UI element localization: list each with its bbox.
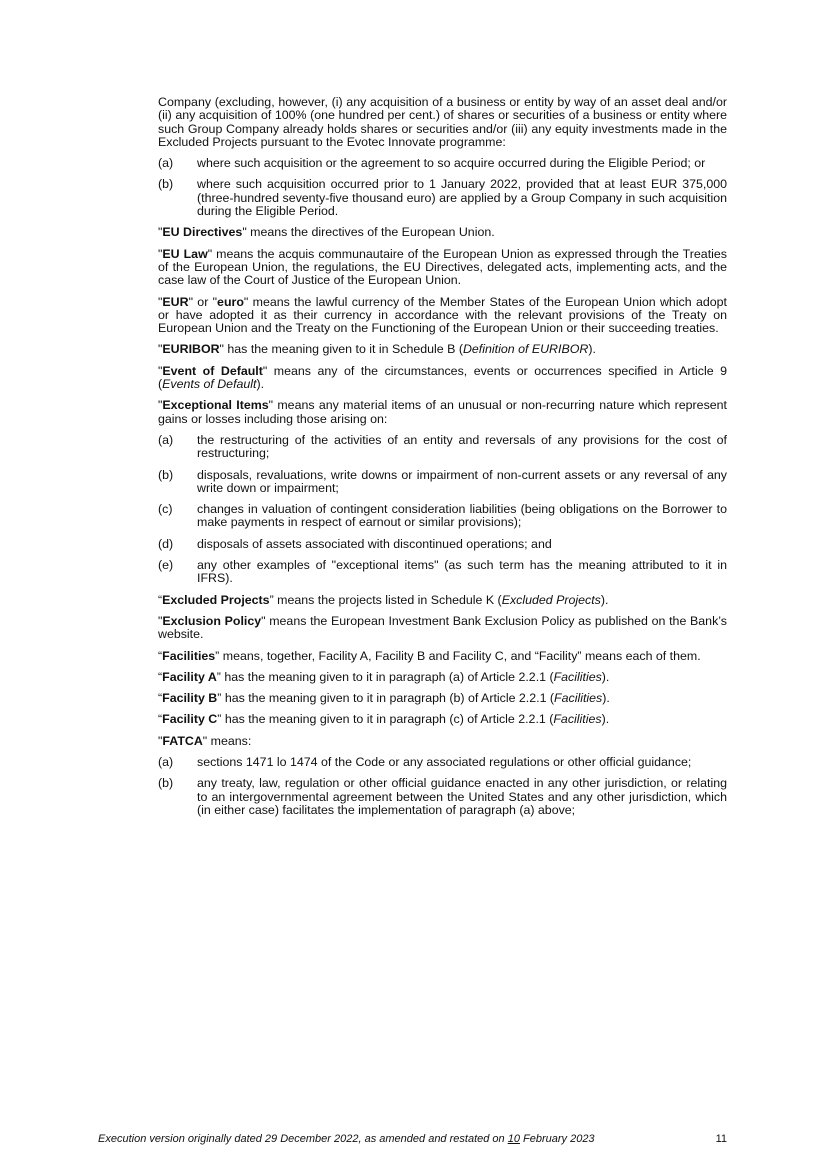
- item-text: disposals, revaluations, write downs or impairment of non-current assets or any reversal of any write down or impairment;: [197, 467, 727, 495]
- definition-eu-law: "EU Law" means the acquis communautaire of the European Union as expressed through the Treaties of the European Union, the regulations, the EU Directives, delegated acts, implementing acts, and the case law of the Court of Justice of the European Union.: [158, 246, 727, 288]
- definition-facility-b: “Facility B” has the meaning given to it in paragraph (b) of Article 2.2.1 (Facilities).: [158, 691, 610, 706]
- cross-reference: Definition of EURIBOR: [462, 342, 589, 357]
- item-label: (a): [158, 432, 174, 447]
- list-item: [158, 777, 727, 817]
- list-item: [158, 503, 727, 530]
- list-item: [158, 538, 727, 551]
- list-item: [158, 178, 727, 218]
- list-item: [158, 157, 727, 170]
- item-text: where such acquisition occurred prior to 1 January 2022, provided that at least EUR 375,000 (three-hundred seventy-five thousand euro) are applied by a Group Company in such acquisition during the Eligible Period.: [197, 177, 727, 219]
- cross-reference: Facilities: [554, 691, 603, 706]
- defined-term: Exclusion Policy: [162, 613, 262, 628]
- definition-exclusion-policy: "Exclusion Policy" means the European Investment Bank Exclusion Policy as published on the Bank’s website.: [158, 613, 727, 642]
- defined-term: euro: [217, 294, 244, 309]
- definition-excluded-projects: “Excluded Projects” means the projects listed in Schedule K (Excluded Projects).: [158, 592, 609, 607]
- defined-term: Facilities: [162, 648, 216, 663]
- defined-term: Facility C: [162, 712, 218, 727]
- item-text: changes in valuation of contingent consideration liabilities (being obligations on the Borrower to make payments in respect of earnout or similar provisions);: [197, 502, 727, 530]
- footer-text: Execution version originally dated 29 December 2022, as amended and restated on 10 February 2023: [98, 1133, 595, 1145]
- definition-event-of-default: "Event of Default" means any of the circumstances, events or occurrences specified in Article 9 (Events of Default).: [158, 363, 727, 392]
- cross-reference: Excluded Projects: [501, 592, 601, 607]
- cross-reference: Facilities: [553, 669, 602, 684]
- item-label: (b): [158, 776, 174, 791]
- item-label: (e): [158, 558, 174, 573]
- item-text: where such acquisition or the agreement to so acquire occurred during the Eligible Period; or: [197, 156, 706, 171]
- cross-reference: Facilities: [553, 712, 602, 727]
- defined-term: Facility B: [162, 691, 218, 706]
- defined-term: EUR: [162, 294, 189, 309]
- item-label: (d): [158, 536, 174, 551]
- item-text: any other examples of "exceptional items" (as such term has the meaning attributed to it in IFRS).: [197, 558, 727, 586]
- page-footer: [98, 1132, 727, 1146]
- definition-euribor: "EURIBOR" has the meaning given to it in Schedule B (Definition of EURIBOR).: [158, 342, 596, 357]
- definition-eu-directives: "EU Directives" means the directives of the European Union.: [158, 225, 495, 240]
- item-text: the restructuring of the activities of an entity and reversals of any provisions for the cost of restructuring;: [197, 432, 727, 461]
- item-label: (b): [158, 467, 174, 482]
- defined-term: Exceptional Items: [162, 398, 269, 413]
- defined-term: FATCA: [162, 733, 203, 748]
- item-text: disposals of assets associated with discontinued operations; and: [197, 536, 552, 551]
- definition-facilities: “Facilities” means, together, Facility A, Facility B and Facility C, and “Facility” means each of them.: [158, 648, 701, 663]
- defined-term: Excluded Projects: [162, 592, 270, 607]
- defined-term: Facility A: [162, 669, 217, 684]
- document-body: [158, 96, 727, 825]
- item-label: (a): [158, 156, 174, 171]
- list-item: [158, 434, 727, 461]
- intro-paragraph: Company (excluding, however, (i) any acquisition of a business or entity by way of an asset deal and/or (ii) any acquisition of 100% (one hundred per cent.) of shares or securities of a business or entity where such Group Company already holds shares or securities and/or (iii) any equity investments made in the Excluded Projects pursuant to the Evotec Innovate programme:: [158, 95, 727, 149]
- cross-reference: Events of Default: [162, 377, 257, 392]
- definition-facility-c: “Facility C” has the meaning given to it in paragraph (c) of Article 2.2.1 (Facilities).: [158, 712, 610, 727]
- list-item: [158, 469, 727, 496]
- item-label: (a): [158, 754, 174, 769]
- item-label: (c): [158, 502, 173, 517]
- definition-fatca: "FATCA" means:: [158, 733, 252, 748]
- item-label: (b): [158, 177, 174, 192]
- definition-eur: "EUR" or "euro" means the lawful currency of the Member States of the European Union which adopt or have adopted it as their currency in accordance with the relevant provisions of the Treaty on European Union and the Treaty on the Functioning of the European Union or their succeeding treaties.: [158, 294, 727, 336]
- item-text: sections 1471 lo 1474 of the Code or any associated regulations or other official guidance;: [197, 754, 692, 769]
- list-item: [158, 756, 727, 769]
- item-text: any treaty, law, regulation or other official guidance enacted in any other jurisdiction, or relating to an intergovernmental agreement between the United States and any other jurisdiction, which (in either case) facilitates the implementation of paragraph (a) above;: [197, 776, 727, 817]
- defined-term: Event of Default: [162, 363, 263, 378]
- defined-term: EURIBOR: [162, 342, 220, 357]
- definition-facility-a: “Facility A” has the meaning given to it in paragraph (a) of Article 2.2.1 (Facilities).: [158, 669, 610, 684]
- definition-exceptional-items: "Exceptional Items" means any material items of an unusual or non-recurring nature which represent gains or losses including those arising on:: [158, 398, 727, 426]
- list-item: [158, 559, 727, 586]
- defined-term: EU Law: [162, 246, 208, 261]
- page-number: 11: [715, 1133, 727, 1145]
- defined-term: EU Directives: [162, 225, 243, 240]
